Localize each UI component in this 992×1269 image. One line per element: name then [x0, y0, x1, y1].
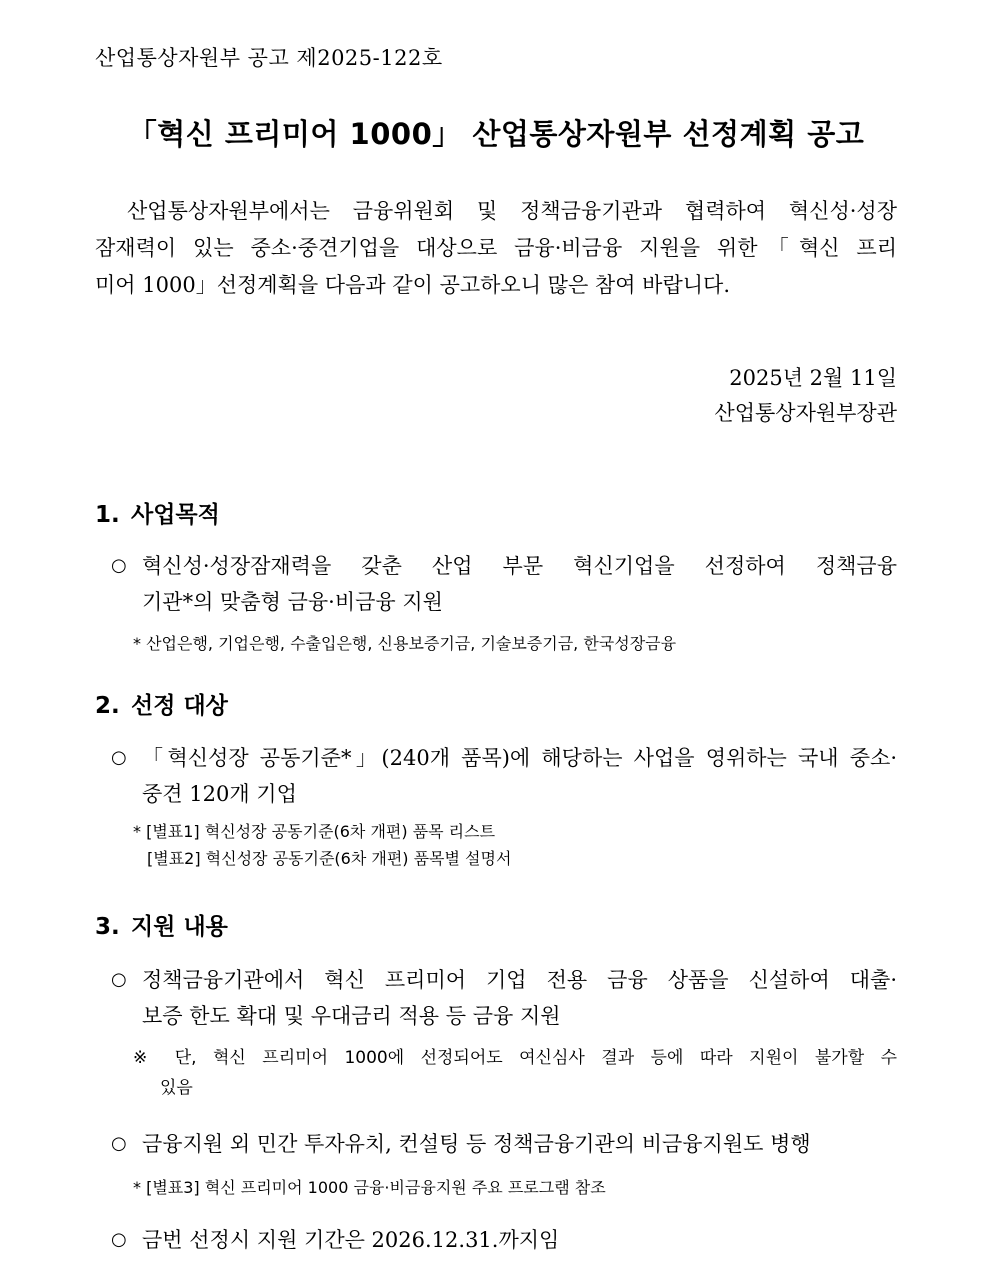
bullet-line: 기관*의 맞춤형 금융·비금융 지원 — [142, 590, 443, 614]
section-heading-purpose — [95, 496, 220, 529]
caution-note — [133, 1043, 897, 1103]
bullet-item — [111, 1126, 897, 1162]
bullet-line: 금융지원 외 민간 투자유치, 컨설팅 등 정책금융기관의 비금융지원도 병행 — [142, 1132, 811, 1156]
circle-bullet-icon: ○ — [111, 1229, 127, 1250]
bullet-line: 「혁신성장 공동기준*」(240개 품목)에 해당하는 사업을 영위하는 국내 중소· — [142, 746, 897, 770]
intro-line: 미어 1000」선정계획을 다음과 같이 공고하오니 많은 참여 바랍니다. — [95, 273, 730, 297]
section-number: 3. — [95, 914, 120, 940]
section-number: 1. — [95, 502, 120, 528]
bullet-line: 금번 선정시 지원 기간은 2026.12.31.까지임 — [142, 1228, 560, 1252]
bullet-item — [111, 1222, 897, 1258]
bullet-line: 정책금융기관에서 혁신 프리미어 기업 전용 금융 상품을 신설하여 대출· — [142, 968, 897, 992]
intro-line: 잠재력이 있는 중소·중견기업을 대상으로 금융·비금융 지원을 위한「혁신 프리 — [95, 236, 897, 260]
intro-line: 산업통상자원부에서는 금융위원회 및 정책금융기관과 협력하여 혁신성·성장 — [127, 199, 897, 223]
bullet-item — [111, 962, 897, 1034]
section-number: 2. — [95, 693, 120, 719]
footnote — [133, 630, 897, 657]
section-title: 지원 내용 — [131, 914, 228, 940]
circle-bullet-icon: ○ — [111, 747, 127, 768]
bullet-item — [111, 740, 897, 812]
section-title: 선정 대상 — [131, 693, 228, 719]
footnote-line: * 산업은행, 기업은행, 수출입은행, 신용보증기금, 기술보증기금, 한국성장금융 — [133, 634, 677, 653]
bullet-line: 보증 한도 확대 및 우대금리 적용 등 금융 지원 — [142, 1004, 561, 1028]
issuer: 산업통상자원부장관 — [714, 401, 897, 425]
circle-bullet-icon: ○ — [111, 969, 127, 990]
intro-paragraph — [95, 193, 897, 304]
announcement-number: 산업통상자원부 공고 제2025-122호 — [95, 46, 443, 70]
section-heading-target — [95, 687, 228, 720]
footnote — [133, 818, 897, 872]
circle-bullet-icon: ○ — [111, 555, 127, 576]
caution-line: ※ 단, 혁신 프리미어 1000에 선정되어도 여신심사 결과 등에 따라 지원이 불가할 수 — [133, 1048, 897, 1068]
bullet-item — [111, 548, 897, 620]
footnote-line: * [별표3] 혁신 프리미어 1000 금융·비금융지원 주요 프로그램 참조 — [133, 1178, 606, 1197]
bullet-line: 혁신성·성장잠재력을 갖춘 산업 부문 혁신기업을 선정하여 정책금융 — [142, 554, 897, 578]
bullet-line: 중견 120개 기업 — [142, 782, 297, 806]
caution-line: 있음 — [160, 1078, 193, 1098]
footnote-line: * [별표1] 혁신성장 공동기준(6차 개편) 품목 리스트 — [133, 822, 496, 841]
document-title: 「혁신 프리미어 1000」 산업통상자원부 선정계획 공고 — [127, 117, 865, 151]
circle-bullet-icon: ○ — [111, 1133, 127, 1154]
footnote-line: [별표2] 혁신성장 공동기준(6차 개편) 품목별 설명서 — [147, 849, 512, 868]
footnote — [133, 1174, 897, 1201]
announcement-date: 2025년 2월 11일 — [729, 366, 897, 390]
section-title: 사업목적 — [131, 502, 220, 528]
section-heading-support — [95, 908, 228, 941]
